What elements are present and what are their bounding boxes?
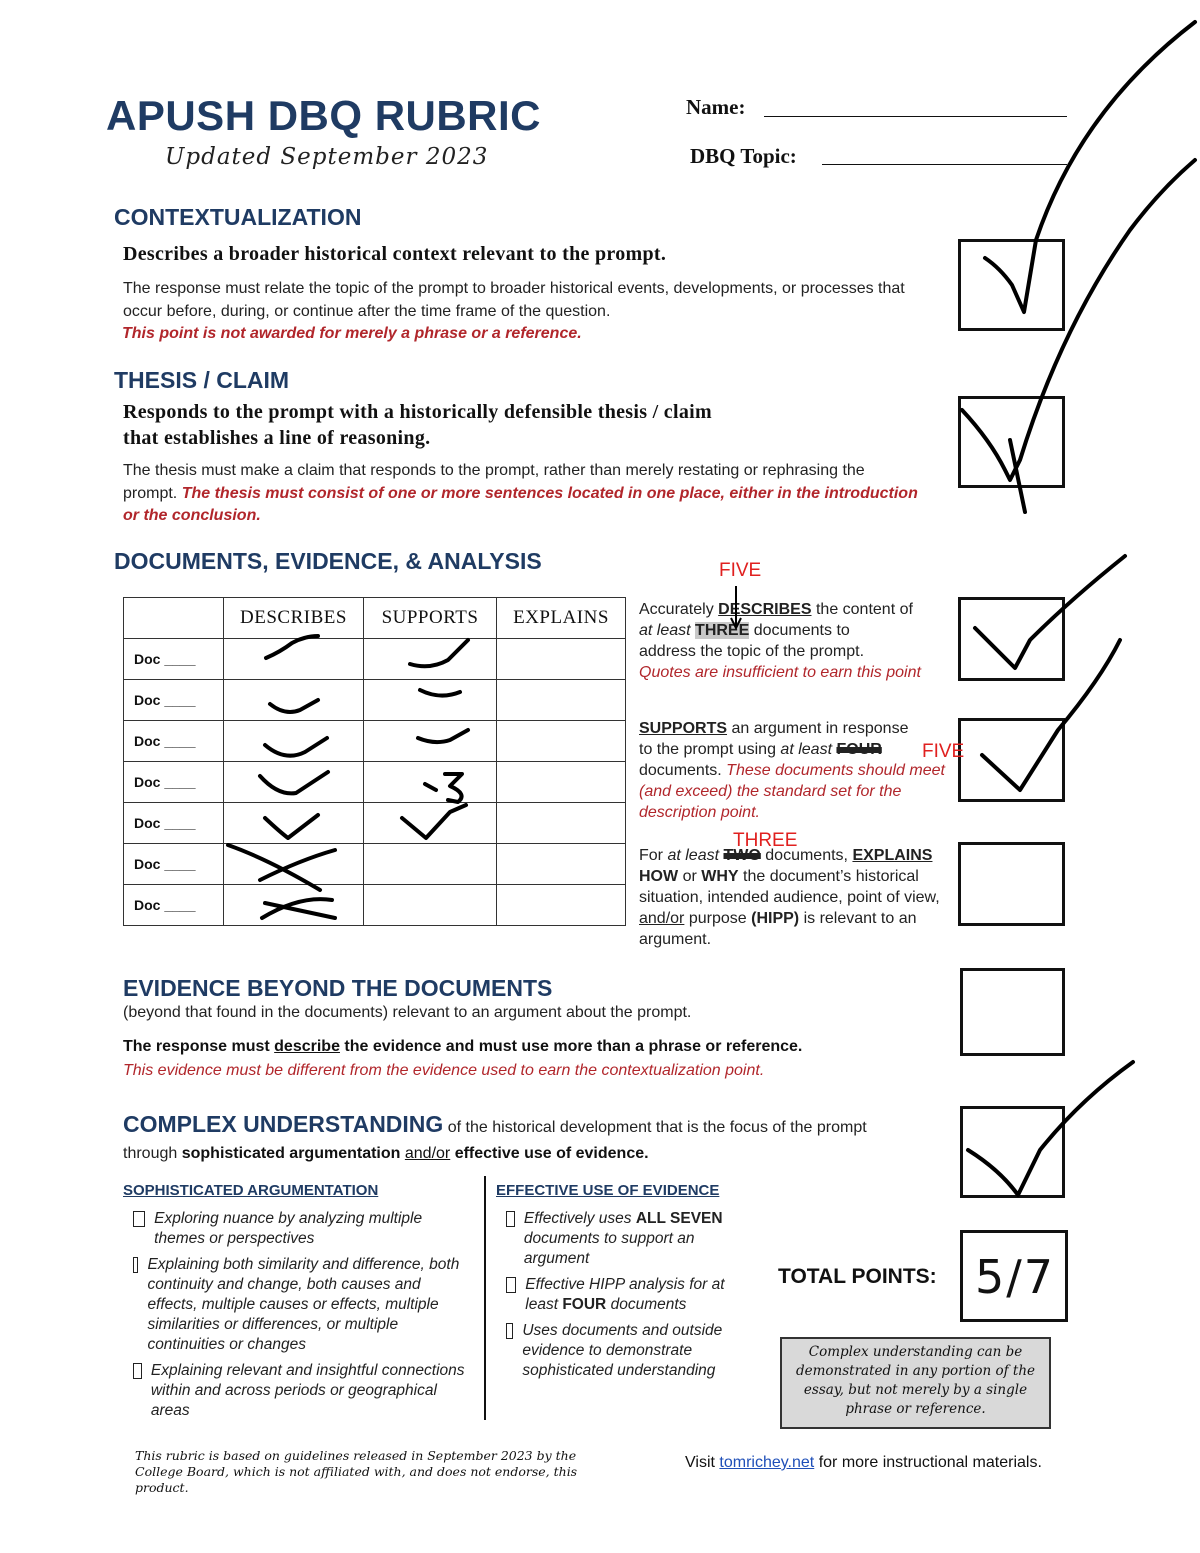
explains-how: HOW: [639, 868, 679, 885]
evidence-rule-describe: describe: [274, 1038, 340, 1055]
explains-why: WHY: [701, 868, 739, 885]
complex-heading-tail: of the historical development that is the focus of the prompt: [447, 1119, 867, 1136]
explains-two-struck: TWO: [723, 847, 761, 864]
describes-three: THREE: [695, 622, 750, 639]
supports-four-struck: FOUR: [836, 741, 882, 758]
describes-line3: address the topic of the prompt.: [639, 643, 865, 660]
supports-at-least: at least: [780, 741, 833, 758]
supports-note: These documents should meet (and exceed) the standard set for the description point.: [639, 762, 945, 821]
option-text: Uses documents and outside evidence to demonstrate sophisticated understanding: [522, 1322, 723, 1379]
explains-hipp: (HIPP): [751, 910, 800, 927]
page-title: APUSH DBQ RUBRIC: [106, 92, 542, 139]
evidence-rule-post: the evidence and must use more than a phrase or reference.: [344, 1038, 803, 1055]
table-check-mark: [418, 730, 468, 742]
table-check-mark: [425, 774, 462, 802]
explains-or: or: [682, 868, 697, 885]
complex-line2-b1: sophisticated argumentation: [181, 1145, 401, 1162]
complex-understanding-note: Complex understanding can be demonstrated in any portion of the essay, but not merely by a single phrase or reference.: [780, 1337, 1051, 1429]
table-check-mark: [265, 738, 327, 756]
evidence-beyond-note: This evidence must be different from the evidence used to earn the contextualization point.: [123, 1062, 765, 1079]
doc-label[interactable]: Doc ____: [124, 844, 224, 885]
table-check-mark: [420, 690, 460, 696]
opt1-post: documents to support an argument: [523, 1230, 695, 1267]
doc-label[interactable]: Doc ____: [124, 639, 224, 680]
thesis-note: The thesis must consist of one or more sentences located in one place, either in the introduction or the conclusion.: [123, 484, 918, 524]
option-text: Explaining relevant and insightful connections within and across periods or geographical areas: [150, 1362, 465, 1419]
col-describes: DESCRIBES: [224, 598, 364, 639]
col-supports: SUPPORTS: [364, 598, 497, 639]
evidence-beyond-heading: EVIDENCE BEYOND THE DOCUMENTS: [123, 975, 553, 1001]
explains-at-least: at least: [667, 847, 720, 864]
footer-disclaimer: This rubric is based on guidelines released in September 2023 by the College Board, which is not affiliated with, and does not endorse, this product.: [135, 1448, 578, 1495]
sophisticated-heading: SOPHISTICATED ARGUMENTATION: [123, 1182, 379, 1199]
thesis-lead-line-2: that establishes a line of reasoning.: [123, 427, 431, 449]
contextualization-heading: CONTEXTUALIZATION: [114, 204, 362, 230]
table-check-mark: [410, 640, 468, 666]
table-check-mark: [265, 815, 318, 838]
footer-link[interactable]: tomrichey.net: [719, 1454, 815, 1471]
opt2-post: documents: [610, 1296, 687, 1313]
col-explains: EXPLAINS: [497, 598, 626, 639]
thesis-check-mark: [962, 160, 1195, 480]
opt2-pre: Effective HIPP analysis for at least: [525, 1276, 725, 1313]
table-cross-mark: [228, 845, 335, 890]
opt2-bold: FOUR: [562, 1296, 607, 1313]
supports-check-mark: [982, 640, 1120, 790]
evidence-rule-pre: The response must: [123, 1038, 270, 1055]
total-points-label: TOTAL POINTS:: [778, 1265, 937, 1288]
describes-pre: Accurately: [639, 601, 714, 618]
doc-label[interactable]: Doc ____: [124, 885, 224, 926]
explains-pre: For: [639, 847, 663, 864]
explains-tail: is relevant to an argument.: [639, 910, 917, 948]
doc-label[interactable]: Doc ____: [124, 680, 224, 721]
complex-line2-pre: through: [123, 1145, 178, 1162]
explains-purpose: purpose: [688, 910, 747, 927]
page-subtitle: Updated September 2023: [165, 144, 489, 170]
thesis-heading: THESIS / CLAIM: [114, 367, 290, 393]
contextualization-note: This point is not awarded for merely a phrase or a reference.: [122, 325, 582, 342]
doc-label[interactable]: Doc ____: [124, 721, 224, 762]
complex-heading: COMPLEX UNDERSTANDING: [123, 1111, 444, 1137]
describes-check-mark: [975, 556, 1125, 668]
table-check-mark: [260, 772, 328, 793]
complex-line2-b2: effective use of evidence.: [454, 1145, 649, 1162]
evidence-beyond-sub: (beyond that found in the documents) relevant to an argument about the prompt.: [123, 1004, 692, 1021]
contextualization-body-text: The response must relate the topic of the prompt to broader historical events, developments, or processes that occur before, during, or continue after the time frame of the question.: [123, 280, 905, 320]
explains-body: the document’s historical situation, intended audience, point of view,: [639, 868, 940, 906]
supports-key: SUPPORTS: [639, 720, 728, 737]
thesis-lead-line-1: Responds to the prompt with a historically defensible thesis / claim: [123, 401, 712, 423]
table-check-mark: [402, 805, 466, 838]
annotation-five-right: FIVE: [922, 741, 965, 762]
table-check-mark: [266, 636, 318, 658]
annotation-three: THREE: [733, 830, 798, 851]
explains-key: EXPLAINS: [852, 847, 933, 864]
complex-check-mark: [968, 1062, 1133, 1195]
doc-label[interactable]: Doc ____: [124, 762, 224, 803]
annotation-five-top: FIVE: [719, 560, 762, 581]
supports-post: an argument in response: [731, 720, 909, 737]
effective-heading: EFFECTIVE USE OF EVIDENCE: [496, 1182, 720, 1199]
describes-key: DESCRIBES: [718, 601, 812, 618]
table-cross-mark: [262, 899, 335, 918]
total-score: 5/7: [975, 1250, 1056, 1304]
opt1-bold: ALL SEVEN: [635, 1210, 723, 1227]
contextualization-lead: Describes a broader historical context relevant to the prompt.: [123, 243, 667, 265]
supports-line2-pre: to the prompt using: [639, 741, 776, 758]
describes-at-least: at least: [639, 622, 691, 639]
explains-post: documents,: [765, 847, 848, 864]
name-label: Name:: [686, 95, 746, 119]
table-check-mark: [270, 700, 318, 712]
describes-line2-post: documents to: [753, 622, 850, 639]
describes-note: Quotes are insufficient to earn this point: [639, 664, 921, 681]
footer-visit-post: for more instructional materials.: [818, 1454, 1042, 1471]
complex-line2-andor: and/or: [404, 1145, 451, 1162]
option-text: Exploring nuance by analyzing multiple themes or perspectives: [154, 1210, 423, 1247]
footer-visit-pre: Visit: [685, 1454, 715, 1471]
contextualization-check-mark: [985, 22, 1195, 312]
option-text: Explaining both similarity and difference, both continuity and change, both causes and effects, multiple causes or effects, multiple similarities or differences, or multiple continuities or changes: [147, 1256, 460, 1353]
documents-heading: DOCUMENTS, EVIDENCE, & ANALYSIS: [114, 548, 542, 574]
supports-line3: documents.: [639, 762, 722, 779]
opt1-pre: Effectively uses: [523, 1210, 632, 1227]
doc-label[interactable]: Doc ____: [124, 803, 224, 844]
explains-andor: and/or: [639, 910, 685, 927]
dbq-topic-label: DBQ Topic:: [690, 144, 797, 168]
describes-post: the content of: [815, 601, 913, 618]
thesis-body-text: The thesis must make a claim that responds to the prompt, rather than merely restating or rephrasing the prompt.: [123, 462, 865, 502]
